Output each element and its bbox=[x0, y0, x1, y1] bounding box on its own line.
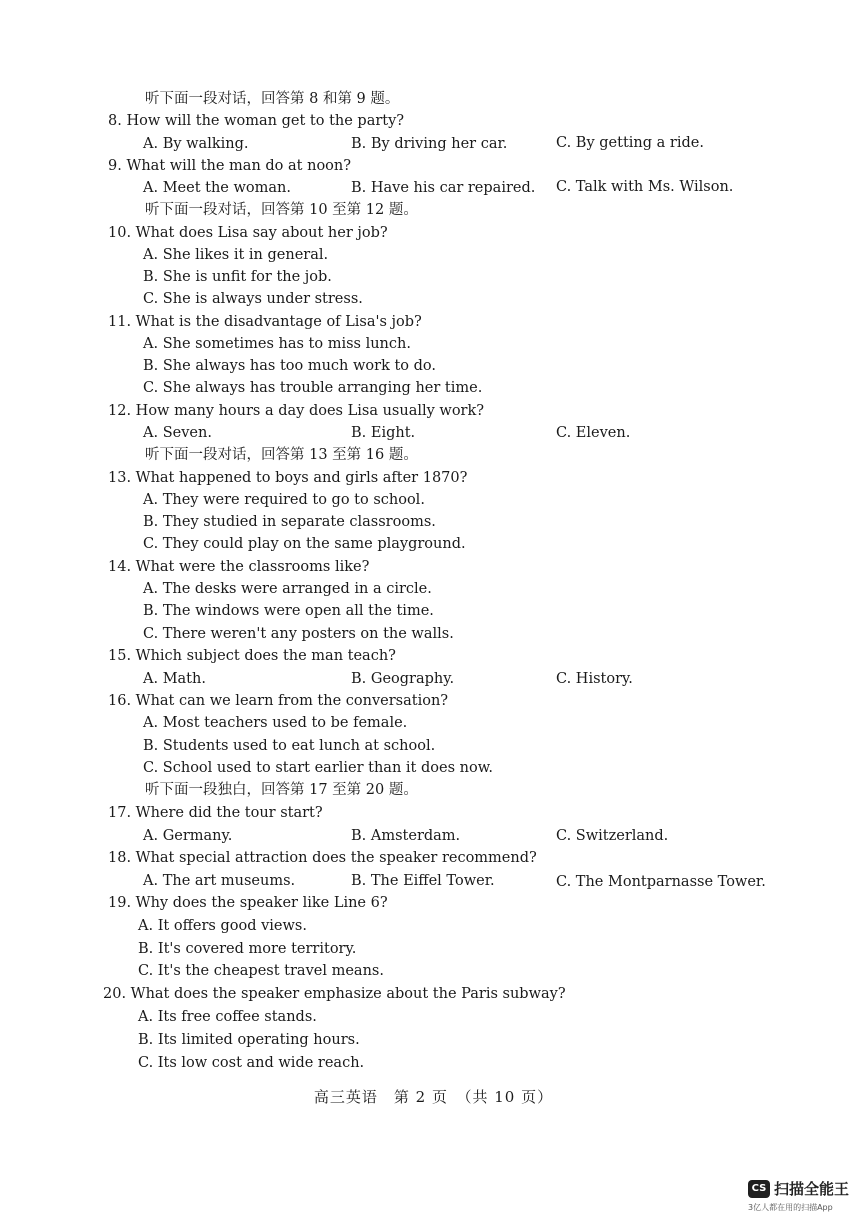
section-instruction: 听下面一段对话，回答第 10 至第 12 题。 bbox=[145, 202, 418, 218]
cs-logo-icon: CS bbox=[748, 1180, 770, 1198]
question-20: 20. What does the speaker emphasize about the Paris subway? bbox=[103, 986, 566, 1002]
option-c: C. Talk with Ms. Wilson. bbox=[556, 179, 734, 195]
option-c: C. Its low cost and wide reach. bbox=[138, 1055, 365, 1071]
page-footer: 高三英语 第 2 页 （共 10 页） bbox=[313, 1088, 554, 1106]
question-12: 12. How many hours a day does Lisa usually work? bbox=[108, 403, 485, 419]
section-instruction: 听下面一段独白，回答第 17 至第 20 题。 bbox=[145, 782, 418, 798]
option-c: C. The Montparnasse Tower. bbox=[556, 874, 766, 890]
question-17: 17. Where did the tour start? bbox=[108, 805, 323, 821]
question-19: 19. Why does the speaker like Line 6? bbox=[108, 895, 388, 911]
section-instruction: 听下面一段对话，回答第 8 和第 9 题。 bbox=[145, 91, 400, 107]
option-a: A. They were required to go to school. bbox=[143, 492, 425, 508]
option-c: C. She always has trouble arranging her time. bbox=[143, 380, 483, 396]
option-b: B. It's covered more territory. bbox=[138, 941, 357, 957]
option-c: C. It's the cheapest travel means. bbox=[138, 963, 384, 979]
option-c: C. Eleven. bbox=[556, 425, 631, 441]
option-a: A. It offers good views. bbox=[138, 918, 307, 934]
option-c: C. History. bbox=[556, 671, 633, 687]
question-16: 16. What can we learn from the conversation? bbox=[108, 693, 449, 709]
option-b: B. Have his car repaired. bbox=[351, 180, 536, 196]
option-b: B. Its limited operating hours. bbox=[138, 1032, 360, 1048]
question-8: 8. How will the woman get to the party? bbox=[108, 113, 405, 129]
option-b: B. Students used to eat lunch at school. bbox=[143, 738, 436, 754]
option-b: B. Eight. bbox=[351, 425, 416, 441]
option-a: A. Most teachers used to be female. bbox=[143, 715, 408, 731]
option-a: A. Germany. bbox=[143, 828, 233, 844]
option-b: B. She is unfit for the job. bbox=[143, 269, 332, 285]
option-b: B. Geography. bbox=[351, 671, 455, 687]
brand-name: 扫描全能王 bbox=[774, 1180, 850, 1198]
option-b: B. Amsterdam. bbox=[351, 828, 461, 844]
brand-tagline: 3亿人都在用的扫描App bbox=[748, 1203, 833, 1212]
question-15: 15. Which subject does the man teach? bbox=[108, 648, 396, 664]
option-a: A. She likes it in general. bbox=[143, 247, 329, 263]
option-c: C. There weren't any posters on the walls. bbox=[143, 626, 454, 642]
option-c: C. By getting a ride. bbox=[556, 135, 704, 151]
option-b: B. She always has too much work to do. bbox=[143, 358, 437, 374]
option-b: B. The windows were open all the time. bbox=[143, 603, 434, 619]
option-c: C. School used to start earlier than it does now. bbox=[143, 760, 493, 776]
option-c: C. She is always under stress. bbox=[143, 291, 363, 307]
question-11: 11. What is the disadvantage of Lisa's job? bbox=[108, 314, 422, 330]
question-14: 14. What were the classrooms like? bbox=[108, 559, 370, 575]
question-18: 18. What special attraction does the speaker recommend? bbox=[108, 850, 537, 866]
option-a: A. Meet the woman. bbox=[143, 180, 291, 196]
option-b: B. The Eiffel Tower. bbox=[351, 873, 495, 889]
option-b: B. They studied in separate classrooms. bbox=[143, 514, 436, 530]
section-instruction: 听下面一段对话，回答第 13 至第 16 题。 bbox=[145, 447, 418, 463]
option-a: A. Math. bbox=[143, 671, 206, 687]
camscanner-watermark bbox=[748, 1178, 858, 1218]
option-a: A. Its free coffee stands. bbox=[138, 1009, 317, 1025]
question-13: 13. What happened to boys and girls after 1870? bbox=[108, 470, 468, 486]
option-a: A. Seven. bbox=[143, 425, 212, 441]
option-b: B. By driving her car. bbox=[351, 136, 508, 152]
option-a: A. The desks were arranged in a circle. bbox=[143, 581, 432, 597]
option-a: A. By walking. bbox=[143, 136, 249, 152]
question-9: 9. What will the man do at noon? bbox=[108, 158, 352, 174]
option-c: C. Switzerland. bbox=[556, 828, 669, 844]
option-a: A. The art museums. bbox=[143, 873, 296, 889]
option-c: C. They could play on the same playground. bbox=[143, 536, 466, 552]
option-a: A. She sometimes has to miss lunch. bbox=[143, 336, 411, 352]
question-10: 10. What does Lisa say about her job? bbox=[108, 225, 388, 241]
